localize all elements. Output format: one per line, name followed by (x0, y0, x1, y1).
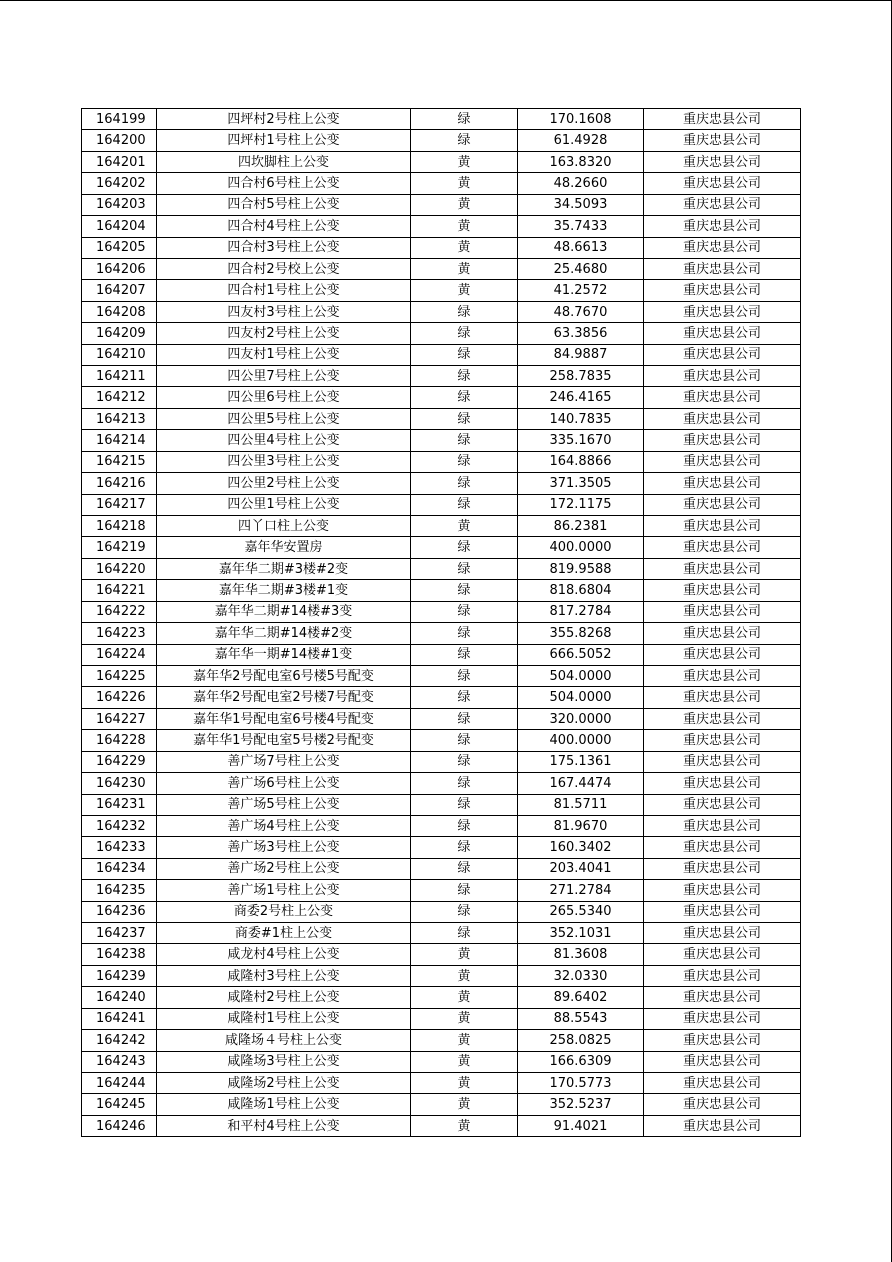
cell-transformer-name: 四公里4号柱上公变 (157, 430, 411, 451)
cell-value: 320.0000 (518, 708, 644, 729)
table-row (82, 601, 801, 622)
cell-transformer-name: 咸隆村2号柱上公变 (157, 987, 411, 1008)
table-row (82, 258, 801, 279)
cell-company: 重庆忠县公司 (644, 216, 801, 237)
cell-value: 25.4680 (518, 258, 644, 279)
table-row (82, 173, 801, 194)
cell-value: 81.3608 (518, 944, 644, 965)
cell-company: 重庆忠县公司 (644, 1008, 801, 1029)
cell-id: 164236 (82, 901, 157, 922)
table-row (82, 366, 801, 387)
cell-value: 35.7433 (518, 216, 644, 237)
cell-status: 黄 (411, 1051, 518, 1072)
cell-transformer-name: 善广场6号柱上公变 (157, 773, 411, 794)
cell-value: 203.4041 (518, 858, 644, 879)
table-row (82, 430, 801, 451)
table-row (82, 687, 801, 708)
cell-id: 164227 (82, 708, 157, 729)
cell-transformer-name: 四合村1号柱上公变 (157, 280, 411, 301)
cell-transformer-name: 善广场1号柱上公变 (157, 880, 411, 901)
cell-value: 41.2572 (518, 280, 644, 301)
cell-company: 重庆忠县公司 (644, 280, 801, 301)
cell-id: 164229 (82, 751, 157, 772)
cell-transformer-name: 嘉年华2号配电室6号楼5号配变 (157, 665, 411, 686)
cell-status: 绿 (411, 601, 518, 622)
cell-transformer-name: 四丫口柱上公变 (157, 516, 411, 537)
cell-company: 重庆忠县公司 (644, 1094, 801, 1115)
cell-company: 重庆忠县公司 (644, 473, 801, 494)
cell-id: 164246 (82, 1115, 157, 1136)
cell-value: 48.2660 (518, 173, 644, 194)
cell-status: 绿 (411, 751, 518, 772)
cell-company: 重庆忠县公司 (644, 708, 801, 729)
table-row (82, 109, 801, 130)
cell-transformer-name: 嘉年华二期#14楼#2变 (157, 623, 411, 644)
cell-id: 164244 (82, 1072, 157, 1093)
table-row (82, 516, 801, 537)
cell-transformer-name: 商委#1柱上公变 (157, 923, 411, 944)
cell-transformer-name: 善广场4号柱上公变 (157, 815, 411, 836)
cell-status: 绿 (411, 773, 518, 794)
cell-id: 164234 (82, 858, 157, 879)
cell-value: 352.1031 (518, 923, 644, 944)
cell-company: 重庆忠县公司 (644, 258, 801, 279)
cell-status: 黄 (411, 1030, 518, 1051)
cell-company: 重庆忠县公司 (644, 516, 801, 537)
cell-company: 重庆忠县公司 (644, 558, 801, 579)
cell-id: 164207 (82, 280, 157, 301)
cell-id: 164223 (82, 623, 157, 644)
cell-value: 504.0000 (518, 665, 644, 686)
cell-status: 黄 (411, 173, 518, 194)
cell-company: 重庆忠县公司 (644, 965, 801, 986)
cell-transformer-name: 善广场2号柱上公变 (157, 858, 411, 879)
cell-company: 重庆忠县公司 (644, 601, 801, 622)
cell-company: 重庆忠县公司 (644, 623, 801, 644)
transformer-table (81, 108, 801, 1137)
cell-status: 绿 (411, 730, 518, 751)
cell-value: 335.1670 (518, 430, 644, 451)
cell-id: 164212 (82, 387, 157, 408)
table-row (82, 837, 801, 858)
cell-transformer-name: 咸隆村3号柱上公变 (157, 965, 411, 986)
cell-transformer-name: 四合村5号柱上公变 (157, 194, 411, 215)
table-row (82, 280, 801, 301)
cell-transformer-name: 嘉年华2号配电室2号楼7号配变 (157, 687, 411, 708)
cell-company: 重庆忠县公司 (644, 323, 801, 344)
cell-id: 164245 (82, 1094, 157, 1115)
cell-value: 371.3505 (518, 473, 644, 494)
cell-status: 黄 (411, 151, 518, 172)
table-row (82, 473, 801, 494)
cell-transformer-name: 四公里3号柱上公变 (157, 451, 411, 472)
cell-transformer-name: 善广场3号柱上公变 (157, 837, 411, 858)
cell-transformer-name: 嘉年华安置房 (157, 537, 411, 558)
cell-id: 164228 (82, 730, 157, 751)
cell-status: 绿 (411, 430, 518, 451)
table-row (82, 323, 801, 344)
cell-id: 164206 (82, 258, 157, 279)
cell-value: 86.2381 (518, 516, 644, 537)
cell-value: 400.0000 (518, 730, 644, 751)
cell-status: 绿 (411, 858, 518, 879)
cell-status: 绿 (411, 665, 518, 686)
table-row (82, 708, 801, 729)
cell-status: 黄 (411, 1072, 518, 1093)
cell-value: 166.6309 (518, 1051, 644, 1072)
cell-id: 164224 (82, 644, 157, 665)
cell-id: 164225 (82, 665, 157, 686)
table-row (82, 815, 801, 836)
cell-transformer-name: 咸隆场1号柱上公变 (157, 1094, 411, 1115)
cell-id: 164235 (82, 880, 157, 901)
cell-id: 164226 (82, 687, 157, 708)
cell-company: 重庆忠县公司 (644, 366, 801, 387)
cell-value: 81.5711 (518, 794, 644, 815)
cell-company: 重庆忠县公司 (644, 1030, 801, 1051)
cell-status: 黄 (411, 258, 518, 279)
cell-value: 164.8866 (518, 451, 644, 472)
cell-company: 重庆忠县公司 (644, 109, 801, 130)
cell-id: 164219 (82, 537, 157, 558)
cell-value: 167.4474 (518, 773, 644, 794)
cell-company: 重庆忠县公司 (644, 408, 801, 429)
table-row (82, 1030, 801, 1051)
cell-transformer-name: 嘉年华1号配电室5号楼2号配变 (157, 730, 411, 751)
cell-company: 重庆忠县公司 (644, 537, 801, 558)
cell-status: 黄 (411, 194, 518, 215)
cell-transformer-name: 四坪村1号柱上公变 (157, 130, 411, 151)
table-row (82, 344, 801, 365)
cell-status: 黄 (411, 1008, 518, 1029)
cell-company: 重庆忠县公司 (644, 151, 801, 172)
cell-status: 黄 (411, 965, 518, 986)
table-row (82, 965, 801, 986)
cell-transformer-name: 善广场5号柱上公变 (157, 794, 411, 815)
table-row (82, 880, 801, 901)
table-row (82, 773, 801, 794)
cell-id: 164220 (82, 558, 157, 579)
table-row (82, 387, 801, 408)
cell-transformer-name: 四公里6号柱上公变 (157, 387, 411, 408)
cell-id: 164239 (82, 965, 157, 986)
table-row (82, 1072, 801, 1093)
cell-value: 258.7835 (518, 366, 644, 387)
cell-status: 绿 (411, 473, 518, 494)
table-row (82, 237, 801, 258)
cell-value: 271.2784 (518, 880, 644, 901)
cell-id: 164243 (82, 1051, 157, 1072)
cell-value: 355.8268 (518, 623, 644, 644)
cell-id: 164221 (82, 580, 157, 601)
cell-transformer-name: 嘉年华1号配电室6号楼4号配变 (157, 708, 411, 729)
cell-value: 91.4021 (518, 1115, 644, 1136)
cell-value: 352.5237 (518, 1094, 644, 1115)
cell-transformer-name: 咸隆场3号柱上公变 (157, 1051, 411, 1072)
cell-company: 重庆忠县公司 (644, 687, 801, 708)
cell-transformer-name: 咸隆村1号柱上公变 (157, 1008, 411, 1029)
cell-transformer-name: 嘉年华二期#14楼#3变 (157, 601, 411, 622)
cell-value: 666.5052 (518, 644, 644, 665)
cell-value: 32.0330 (518, 965, 644, 986)
cell-status: 绿 (411, 537, 518, 558)
cell-transformer-name: 四公里5号柱上公变 (157, 408, 411, 429)
cell-company: 重庆忠县公司 (644, 173, 801, 194)
cell-company: 重庆忠县公司 (644, 494, 801, 515)
cell-company: 重庆忠县公司 (644, 237, 801, 258)
cell-transformer-name: 四坎脚柱上公变 (157, 151, 411, 172)
cell-transformer-name: 咸隆场2号柱上公变 (157, 1072, 411, 1093)
cell-company: 重庆忠县公司 (644, 858, 801, 879)
cell-status: 绿 (411, 323, 518, 344)
cell-status: 绿 (411, 815, 518, 836)
cell-id: 164205 (82, 237, 157, 258)
cell-transformer-name: 咸隆场４号柱上公变 (157, 1030, 411, 1051)
cell-status: 黄 (411, 987, 518, 1008)
cell-company: 重庆忠县公司 (644, 923, 801, 944)
cell-id: 164215 (82, 451, 157, 472)
cell-id: 164231 (82, 794, 157, 815)
cell-status: 绿 (411, 109, 518, 130)
table-row (82, 858, 801, 879)
table-body (82, 109, 801, 1137)
cell-transformer-name: 和平村4号柱上公变 (157, 1115, 411, 1136)
table-row (82, 794, 801, 815)
cell-company: 重庆忠县公司 (644, 987, 801, 1008)
table-row (82, 1094, 801, 1115)
table-row (82, 1115, 801, 1136)
cell-transformer-name: 四合村4号柱上公变 (157, 216, 411, 237)
cell-id: 164216 (82, 473, 157, 494)
cell-company: 重庆忠县公司 (644, 730, 801, 751)
cell-company: 重庆忠县公司 (644, 1115, 801, 1136)
table-row (82, 580, 801, 601)
cell-value: 48.7670 (518, 301, 644, 322)
table-row (82, 216, 801, 237)
cell-company: 重庆忠县公司 (644, 773, 801, 794)
cell-company: 重庆忠县公司 (644, 751, 801, 772)
cell-transformer-name: 四合村2号校上公变 (157, 258, 411, 279)
table-row (82, 130, 801, 151)
cell-transformer-name: 四友村3号柱上公变 (157, 301, 411, 322)
table-row (82, 1051, 801, 1072)
cell-id: 164240 (82, 987, 157, 1008)
cell-status: 绿 (411, 301, 518, 322)
cell-value: 89.6402 (518, 987, 644, 1008)
cell-status: 绿 (411, 344, 518, 365)
cell-company: 重庆忠县公司 (644, 880, 801, 901)
cell-value: 160.3402 (518, 837, 644, 858)
cell-company: 重庆忠县公司 (644, 130, 801, 151)
cell-company: 重庆忠县公司 (644, 194, 801, 215)
cell-status: 黄 (411, 1094, 518, 1115)
cell-value: 246.4165 (518, 387, 644, 408)
cell-value: 258.0825 (518, 1030, 644, 1051)
cell-id: 164241 (82, 1008, 157, 1029)
cell-value: 504.0000 (518, 687, 644, 708)
cell-status: 绿 (411, 837, 518, 858)
cell-value: 140.7835 (518, 408, 644, 429)
cell-value: 34.5093 (518, 194, 644, 215)
cell-status: 绿 (411, 130, 518, 151)
cell-transformer-name: 商委2号柱上公变 (157, 901, 411, 922)
cell-company: 重庆忠县公司 (644, 644, 801, 665)
cell-company: 重庆忠县公司 (644, 665, 801, 686)
cell-status: 绿 (411, 387, 518, 408)
cell-id: 164209 (82, 323, 157, 344)
cell-transformer-name: 四合村6号柱上公变 (157, 173, 411, 194)
cell-transformer-name: 四公里1号柱上公变 (157, 494, 411, 515)
table-row (82, 987, 801, 1008)
cell-company: 重庆忠县公司 (644, 944, 801, 965)
table-row (82, 623, 801, 644)
cell-transformer-name: 嘉年华一期#14楼#1变 (157, 644, 411, 665)
cell-status: 黄 (411, 280, 518, 301)
cell-status: 黄 (411, 1115, 518, 1136)
cell-status: 黄 (411, 237, 518, 258)
table-row (82, 923, 801, 944)
cell-company: 重庆忠县公司 (644, 794, 801, 815)
cell-company: 重庆忠县公司 (644, 1072, 801, 1093)
cell-id: 164238 (82, 944, 157, 965)
cell-value: 817.2784 (518, 601, 644, 622)
cell-transformer-name: 嘉年华二期#3楼#2变 (157, 558, 411, 579)
cell-value: 819.9588 (518, 558, 644, 579)
cell-status: 绿 (411, 880, 518, 901)
cell-transformer-name: 四公里7号柱上公变 (157, 366, 411, 387)
cell-id: 164214 (82, 430, 157, 451)
table-row (82, 537, 801, 558)
table-row (82, 665, 801, 686)
cell-status: 绿 (411, 558, 518, 579)
cell-value: 81.9670 (518, 815, 644, 836)
table-row (82, 194, 801, 215)
table-row (82, 901, 801, 922)
cell-company: 重庆忠县公司 (644, 901, 801, 922)
cell-status: 绿 (411, 366, 518, 387)
cell-value: 84.9887 (518, 344, 644, 365)
cell-status: 绿 (411, 901, 518, 922)
table-row (82, 644, 801, 665)
cell-transformer-name: 咸龙村4号柱上公变 (157, 944, 411, 965)
cell-transformer-name: 嘉年华二期#3楼#1变 (157, 580, 411, 601)
cell-status: 黄 (411, 944, 518, 965)
cell-value: 63.3856 (518, 323, 644, 344)
cell-id: 164200 (82, 130, 157, 151)
cell-status: 绿 (411, 687, 518, 708)
cell-value: 175.1361 (518, 751, 644, 772)
cell-company: 重庆忠县公司 (644, 580, 801, 601)
cell-id: 164222 (82, 601, 157, 622)
cell-id: 164242 (82, 1030, 157, 1051)
table-row (82, 730, 801, 751)
cell-value: 88.5543 (518, 1008, 644, 1029)
cell-id: 164232 (82, 815, 157, 836)
cell-id: 164202 (82, 173, 157, 194)
cell-id: 164211 (82, 366, 157, 387)
cell-status: 绿 (411, 408, 518, 429)
cell-id: 164203 (82, 194, 157, 215)
cell-company: 重庆忠县公司 (644, 301, 801, 322)
cell-transformer-name: 四坪村2号柱上公变 (157, 109, 411, 130)
cell-value: 170.1608 (518, 109, 644, 130)
cell-transformer-name: 善广场7号柱上公变 (157, 751, 411, 772)
cell-value: 172.1175 (518, 494, 644, 515)
page-top-border (0, 0, 892, 1)
cell-transformer-name: 四友村1号柱上公变 (157, 344, 411, 365)
cell-status: 绿 (411, 580, 518, 601)
cell-value: 818.6804 (518, 580, 644, 601)
cell-company: 重庆忠县公司 (644, 451, 801, 472)
cell-id: 164199 (82, 109, 157, 130)
cell-id: 164217 (82, 494, 157, 515)
table-row (82, 944, 801, 965)
cell-value: 400.0000 (518, 537, 644, 558)
cell-id: 164208 (82, 301, 157, 322)
table-row (82, 151, 801, 172)
cell-id: 164230 (82, 773, 157, 794)
cell-status: 绿 (411, 451, 518, 472)
cell-company: 重庆忠县公司 (644, 344, 801, 365)
cell-id: 164233 (82, 837, 157, 858)
cell-company: 重庆忠县公司 (644, 387, 801, 408)
table-row (82, 1008, 801, 1029)
cell-transformer-name: 四友村2号柱上公变 (157, 323, 411, 344)
cell-company: 重庆忠县公司 (644, 837, 801, 858)
cell-status: 绿 (411, 623, 518, 644)
table-row (82, 301, 801, 322)
table-row (82, 408, 801, 429)
cell-id: 164204 (82, 216, 157, 237)
table-row (82, 451, 801, 472)
table-row (82, 558, 801, 579)
cell-id: 164218 (82, 516, 157, 537)
cell-status: 绿 (411, 923, 518, 944)
cell-transformer-name: 四合村3号柱上公变 (157, 237, 411, 258)
cell-id: 164213 (82, 408, 157, 429)
cell-status: 绿 (411, 644, 518, 665)
cell-transformer-name: 四公里2号柱上公变 (157, 473, 411, 494)
cell-id: 164201 (82, 151, 157, 172)
cell-id: 164237 (82, 923, 157, 944)
table-row (82, 494, 801, 515)
cell-status: 黄 (411, 516, 518, 537)
cell-company: 重庆忠县公司 (644, 1051, 801, 1072)
cell-value: 61.4928 (518, 130, 644, 151)
cell-company: 重庆忠县公司 (644, 815, 801, 836)
cell-status: 绿 (411, 708, 518, 729)
cell-company: 重庆忠县公司 (644, 430, 801, 451)
cell-value: 265.5340 (518, 901, 644, 922)
cell-value: 170.5773 (518, 1072, 644, 1093)
cell-status: 绿 (411, 794, 518, 815)
cell-id: 164210 (82, 344, 157, 365)
cell-status: 黄 (411, 216, 518, 237)
cell-value: 48.6613 (518, 237, 644, 258)
table-row (82, 751, 801, 772)
cell-status: 绿 (411, 494, 518, 515)
cell-value: 163.8320 (518, 151, 644, 172)
